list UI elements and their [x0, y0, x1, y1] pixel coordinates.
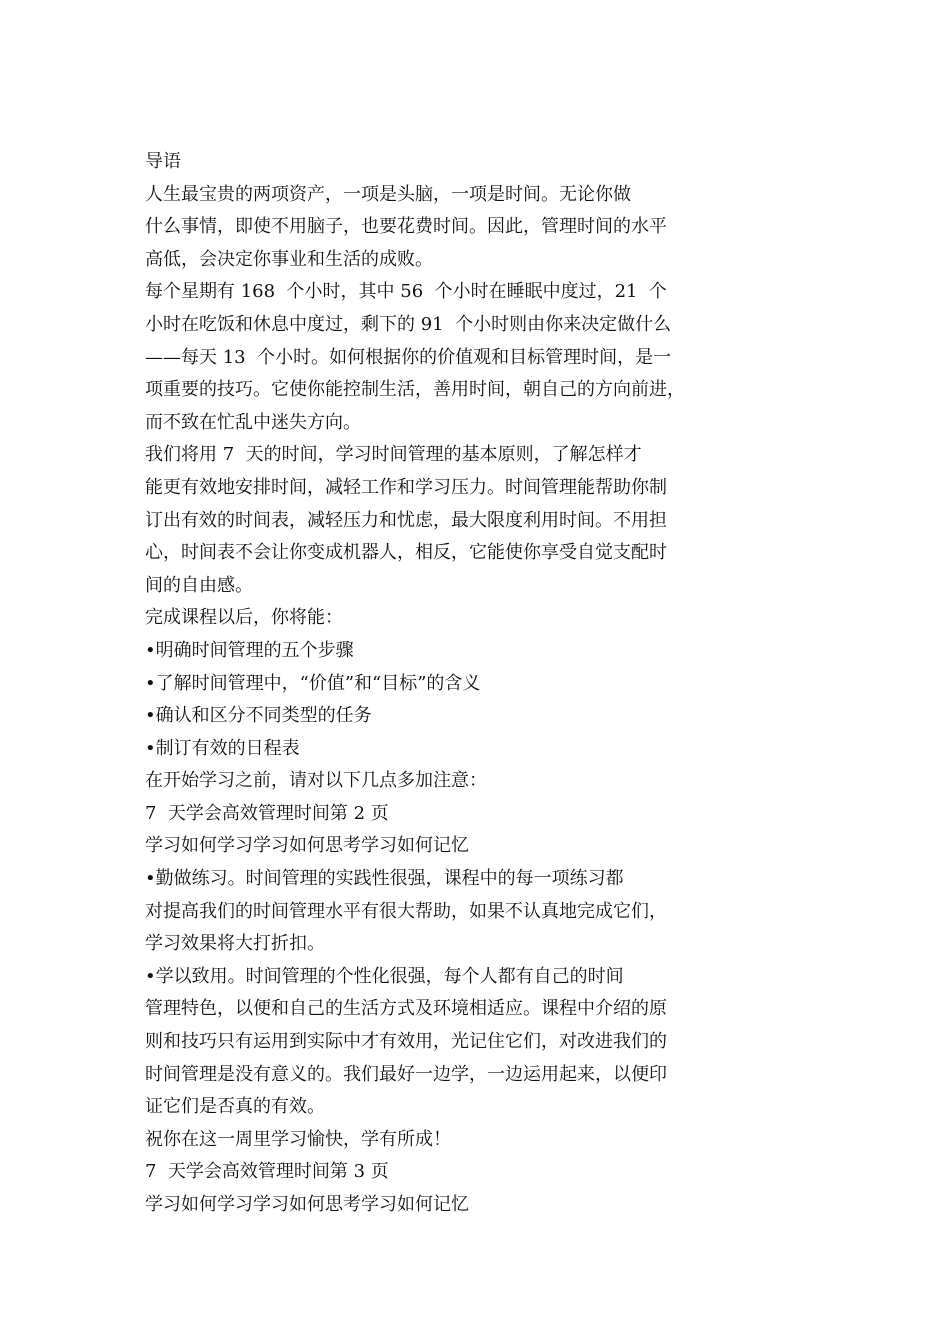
text-line: 订出有效的时间表，减轻压力和忧虑，最大限度利用时间。不用担	[145, 509, 667, 531]
text-line: ——每天 13 个小时。如何根据你的价值观和目标管理时间，是一	[145, 346, 672, 368]
text-line: 则和技巧只有运用到实际中才有效用，光记住它们，对改进我们的	[145, 1031, 667, 1053]
text-line: 间的自由感。	[145, 574, 253, 596]
text-line: 学习效果将大打折扣。	[145, 933, 325, 955]
page-header: 学习如何学习学习如何思考学习如何记忆	[145, 835, 469, 857]
bullet-item: •勤做练习。时间管理的实践性很强，课程中的每一项练习都	[145, 868, 624, 890]
text-line: 时间管理是没有意义的。我们最好一边学，一边运用起来，以便印	[145, 1063, 667, 1085]
bullet-item: •制订有效的日程表	[145, 737, 300, 759]
text-line: 高低，会决定你事业和生活的成败。	[145, 248, 433, 270]
text-line: 证它们是否真的有效。	[145, 1096, 325, 1118]
text-line: 我们将用 7 天的时间，学习时间管理的基本原则，了解怎样才	[145, 444, 642, 466]
page-footer: 7 天学会高效管理时间第 2 页	[145, 802, 389, 824]
bullet-item: •明确时间管理的五个步骤	[145, 639, 354, 661]
bullet-item: •学以致用。时间管理的个性化很强，每个人都有自己的时间	[145, 965, 624, 987]
text-line: 对提高我们的时间管理水平有很大帮助，如果不认真地完成它们，	[145, 900, 667, 922]
text-line: 每个星期有 168 个小时，其中 56 个小时在睡眠中度过，21 个	[145, 281, 667, 303]
text-line: 而不致在忙乱中迷失方向。	[145, 411, 361, 433]
text-line: 管理特色，以便和自己的生活方式及环境相适应。课程中介绍的原	[145, 998, 667, 1020]
document-body	[145, 146, 725, 1222]
text-line: 项重要的技巧。它使你能控制生活，善用时间，朝自己的方向前进，	[145, 379, 685, 401]
section-heading: 导语	[145, 151, 181, 172]
bullet-item: •了解时间管理中，“价值”和“目标”的含义	[145, 672, 481, 694]
bullet-item: •确认和区分不同类型的任务	[145, 705, 372, 727]
text-line: 心，时间表不会让你变成机器人，相反，它能使你享受自觉支配时	[145, 542, 667, 564]
text-line: 什么事情，即使不用脑子，也要花费时间。因此，管理时间的水平	[145, 216, 667, 238]
text-line: 祝你在这一周里学习愉快，学有所成！	[145, 1128, 451, 1150]
page-footer: 7 天学会高效管理时间第 3 页	[145, 1161, 389, 1183]
text-line: 人生最宝贵的两项资产，一项是头脑，一项是时间。无论你做	[145, 183, 631, 205]
page-header: 学习如何学习学习如何思考学习如何记忆	[145, 1194, 469, 1215]
text-line: 小时在吃饭和休息中度过，剩下的 91 个小时则由你来决定做什么	[145, 313, 672, 335]
text-line: 完成课程以后，你将能：	[145, 607, 343, 629]
text-line: 能更有效地安排时间，减轻工作和学习压力。时间管理能帮助你制	[145, 476, 667, 498]
text-line: 在开始学习之前，请对以下几点多加注意：	[145, 770, 487, 792]
